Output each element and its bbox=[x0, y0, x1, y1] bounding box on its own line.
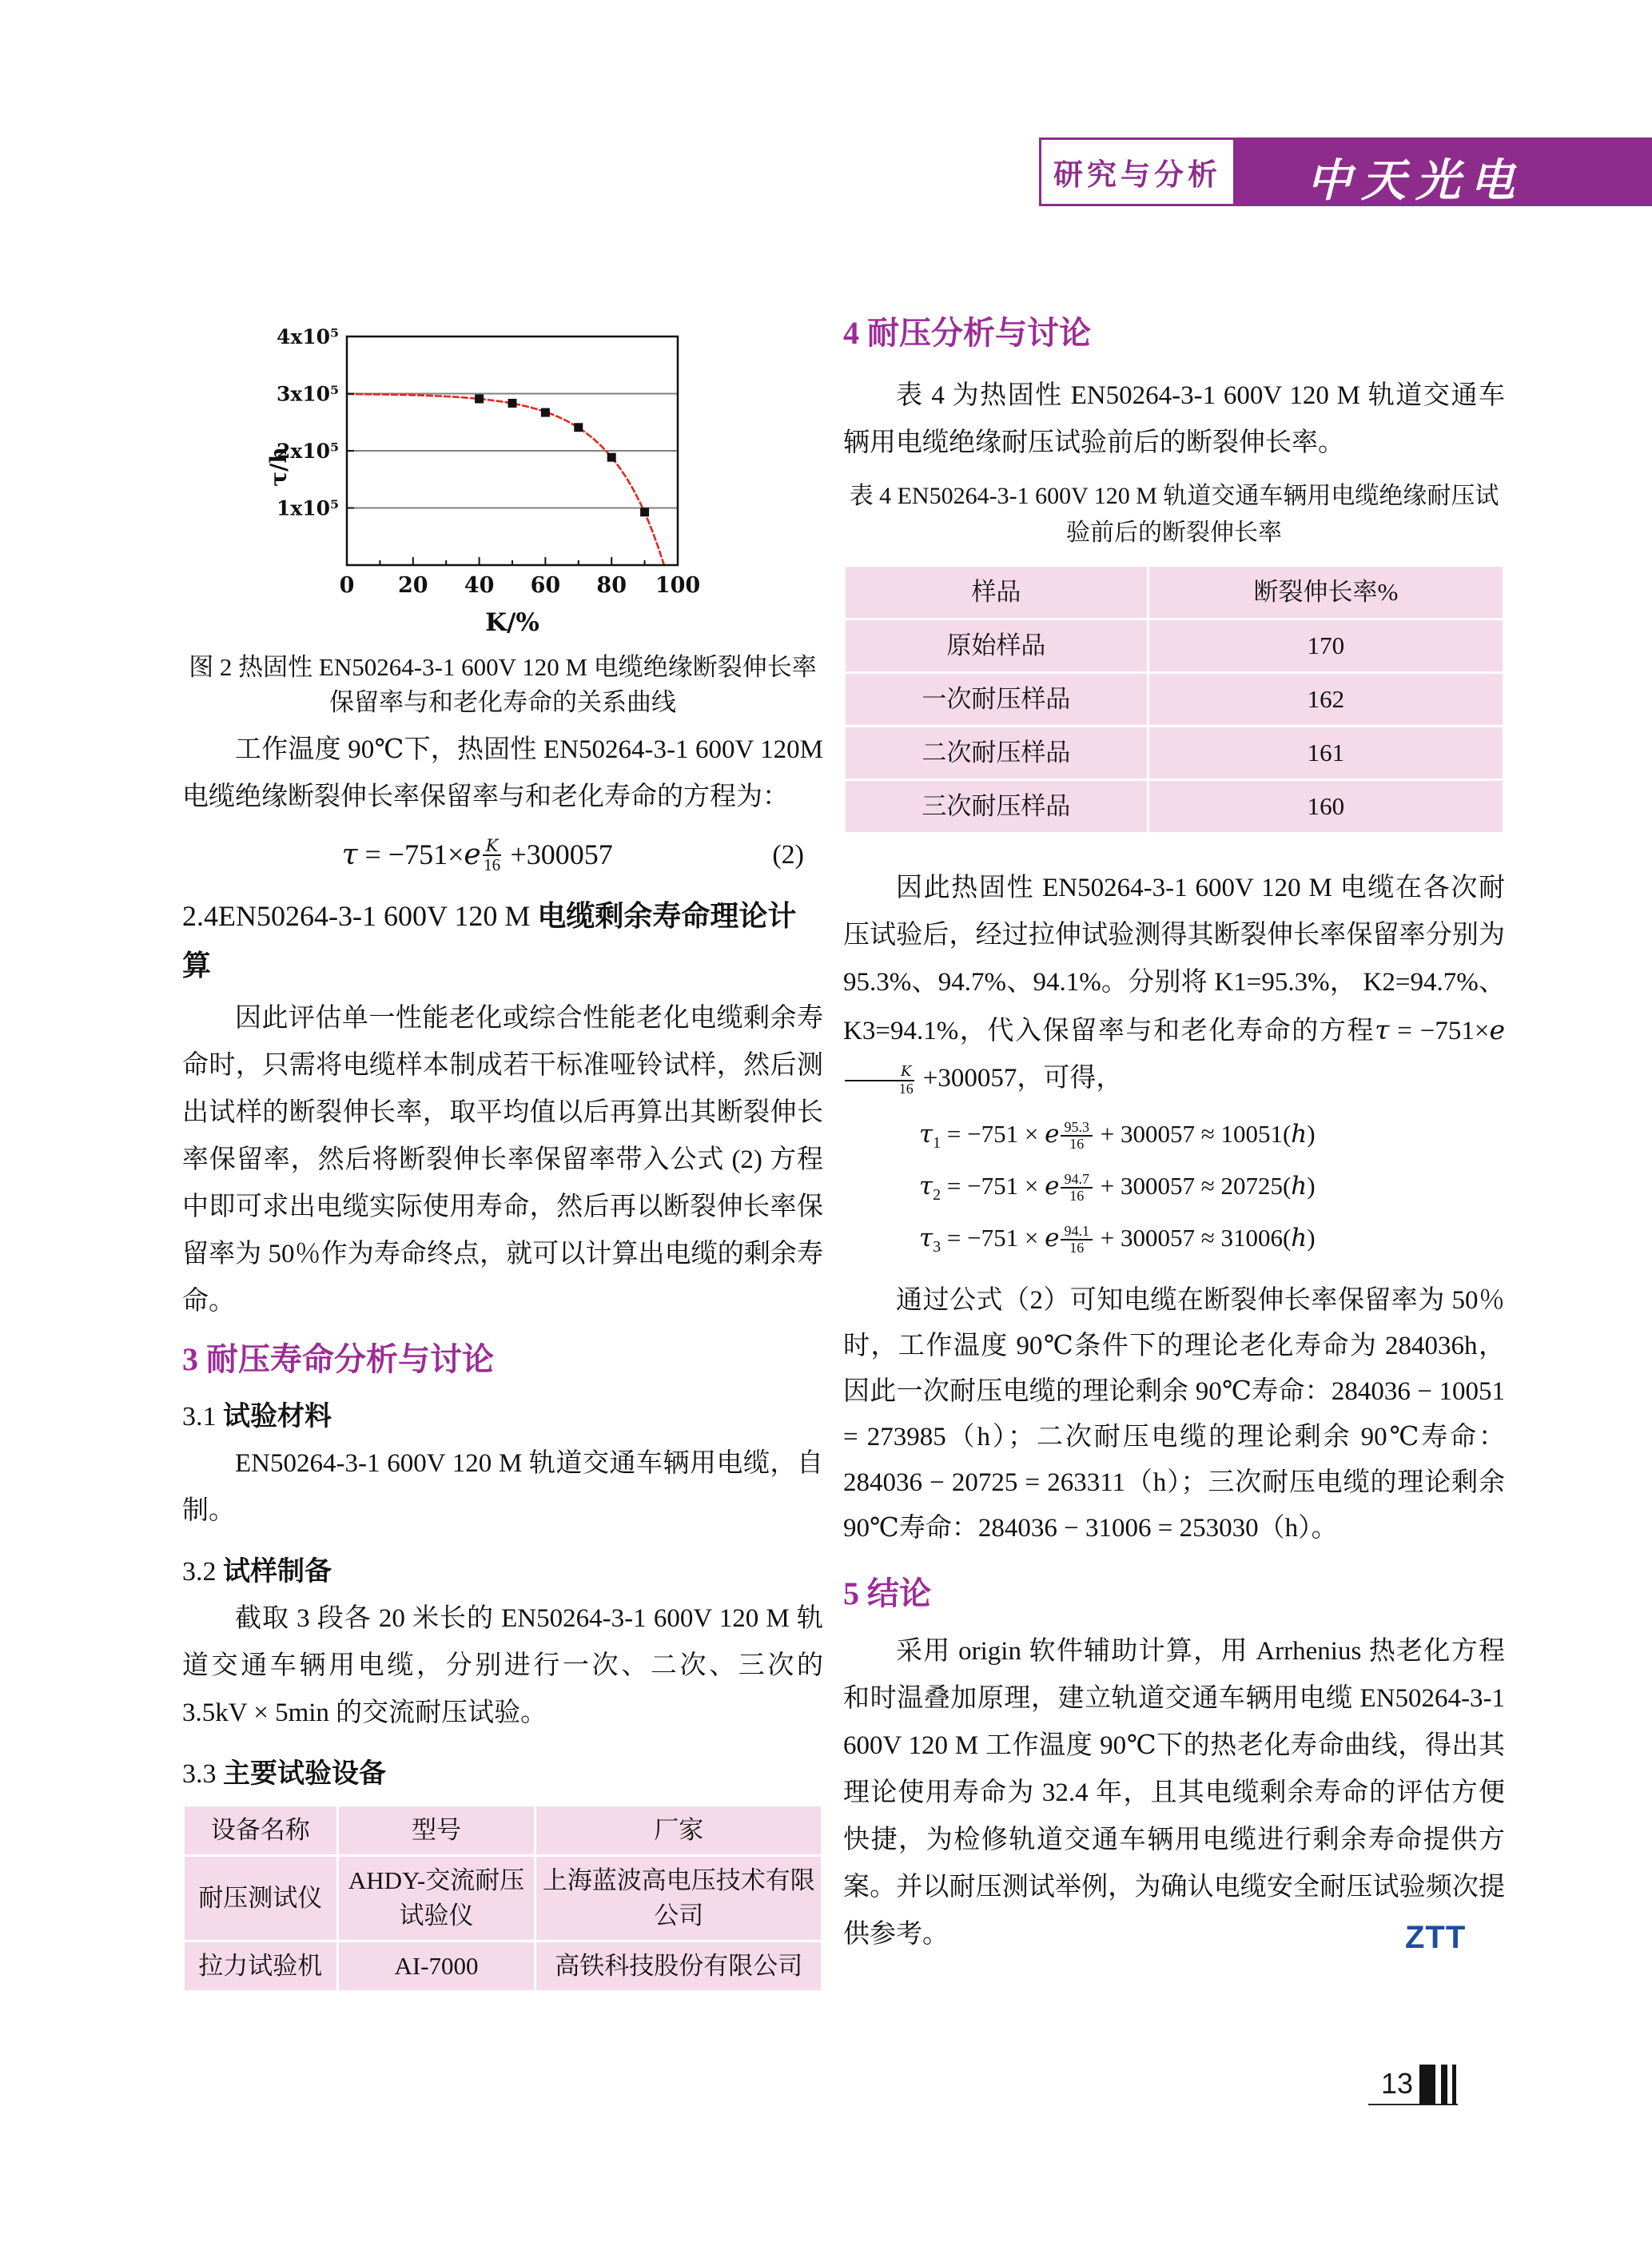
svg-text:20: 20 bbox=[398, 573, 428, 598]
header-bar bbox=[1039, 137, 1652, 206]
footer-bar-icon bbox=[1452, 2065, 1456, 2105]
svg-text:τ/h: τ/h bbox=[265, 447, 292, 487]
paragraph-material: EN50264-3-1 600V 120 M 轨道交通车辆用电缆，自制。 bbox=[182, 1449, 823, 1525]
brand-logo: 中天光电 bbox=[1307, 154, 1524, 207]
table-cell: 170 bbox=[1149, 620, 1503, 671]
table-cell: AHDY-交流耐压试验仪 bbox=[339, 1857, 535, 1940]
paragraph-table4-intro: 表 4 为热固性 EN50264-3-1 600V 120 M 轨道交通车辆用电缆绝缘耐压试验前后的断裂伸长率。 bbox=[843, 381, 1505, 457]
column-header: 断裂伸长率% bbox=[1149, 567, 1503, 618]
table-row bbox=[846, 620, 1503, 671]
ztt-logo: ZTT bbox=[1405, 1920, 1467, 1955]
heading-3-2: 3.2 试样制备 bbox=[182, 1557, 332, 1587]
table-cell: 耐压测试仪 bbox=[185, 1857, 336, 1940]
figure2 bbox=[262, 324, 710, 643]
exponent-fraction: $\frac{94.1}{16}$ bbox=[1061, 1224, 1093, 1256]
section-badge bbox=[1039, 137, 1236, 206]
heading-3-1: 3.1 试验材料 bbox=[182, 1402, 332, 1432]
table-row bbox=[185, 1942, 821, 1990]
column-header: 设备名称 bbox=[185, 1806, 336, 1854]
paragraph-intro: 工作温度 90℃下，热固性 EN50264-3-1 600V 120M 电缆绝缘断裂伸长率保留率与和老化寿命的方程为： bbox=[182, 735, 823, 811]
equation-2 bbox=[182, 829, 823, 880]
exponent-fraction: $\frac{94.7}{16}$ bbox=[1061, 1172, 1093, 1204]
equation-tau1: $\tau_1 = -751 \times e$ $\frac{95.3}{16}$ + 300057 ≈ 10051(h) bbox=[919, 1119, 1316, 1153]
table-cell: 原始样品 bbox=[846, 620, 1147, 671]
table-cell: 拉力试验机 bbox=[185, 1942, 336, 1990]
page-number: 13 bbox=[1381, 2067, 1414, 2100]
column-header: 厂家 bbox=[536, 1806, 821, 1854]
page-footer bbox=[1368, 2061, 1458, 2105]
figure2-chart bbox=[262, 324, 710, 643]
section-badge-label: 研究与分析 bbox=[1053, 158, 1221, 191]
table-cell: 二次耐压样品 bbox=[846, 727, 1147, 779]
heading-5: 5 结论 bbox=[843, 1575, 931, 1611]
svg-text:40: 40 bbox=[464, 573, 495, 598]
table4 bbox=[843, 564, 1505, 834]
svg-text:4x10⁵: 4x10⁵ bbox=[276, 325, 339, 348]
right-column bbox=[843, 313, 1505, 1958]
table-row bbox=[846, 727, 1503, 779]
table-cell: 三次耐压样品 bbox=[846, 781, 1147, 832]
table-row bbox=[846, 781, 1503, 832]
equipment-table bbox=[182, 1804, 823, 1993]
table-row bbox=[185, 1857, 821, 1940]
equation-2-body: τ = −751×e $\frac{K}{16}$ +300057 bbox=[341, 835, 613, 874]
table-cell: 160 bbox=[1149, 781, 1503, 832]
svg-text:2x10⁵: 2x10⁵ bbox=[276, 440, 339, 463]
heading-4: 4 耐压分析与讨论 bbox=[843, 315, 1091, 351]
figure2-caption: 图 2 热固性 EN50264-3-1 600V 120 M 电缆绝缘断裂伸长率保留率与和老化寿命的关系曲线 bbox=[189, 653, 817, 716]
table4-header-row bbox=[846, 567, 1503, 618]
table-cell: 上海蓝波高电压技术有限公司 bbox=[536, 1857, 821, 1940]
svg-text:1x10⁵: 1x10⁵ bbox=[276, 496, 339, 520]
table-row bbox=[846, 674, 1503, 725]
column-header: 型号 bbox=[339, 1806, 535, 1854]
equipment-table-header-row bbox=[185, 1806, 821, 1854]
table-cell: 161 bbox=[1149, 727, 1503, 779]
paragraph-prep: 截取 3 段各 20 米长的 EN50264-3-1 600V 120 M 轨道交通车辆用电缆，分别进行一次、二次、三次的 3.5kV × 5min 的交流耐压试验。 bbox=[182, 1604, 823, 1727]
equation-tau2: $\tau_2 = -751 \times e$ $\frac{94.7}{16}$ + 300057 ≈ 20725(h) bbox=[919, 1171, 1316, 1205]
svg-text:100: 100 bbox=[655, 573, 701, 598]
svg-text:K/%: K/% bbox=[485, 608, 539, 637]
paragraph-conclusion: 采用 origin 软件辅助计算，用 Arrhenius 热老化方程和时温叠加原理，建立轨道交通车辆用电缆 EN50264-3-1 600V 120 M 工作温度 90℃下的热老化寿命曲线，得出其理论使用寿命为 32.4 年，且其电缆剩余寿命的评估方便快捷，为检修轨道交通车辆用电缆进行剩余寿命提供方案。并以耐压测试举例，为确认电缆安全耐压试验频次提供参考。 bbox=[843, 1636, 1505, 1949]
heading-3: 3 耐压寿命分析与讨论 bbox=[182, 1341, 494, 1377]
heading-3-3: 3.3 主要试验设备 bbox=[182, 1759, 386, 1789]
equation-tau3: $\tau_3 = -751 \times e$ $\frac{94.1}{16}$ + 300057 ≈ 31006(h) bbox=[919, 1223, 1316, 1256]
column-header: 样品 bbox=[846, 567, 1147, 618]
svg-text:0: 0 bbox=[339, 573, 355, 598]
paragraph-analysis: 因此热固性 EN50264-3-1 600V 120 M 电缆在各次耐压试验后，经过拉伸试验测得其断裂伸长率保留率分别为 95.3%、94.7%、94.1%。分别将 K1=95.3%， K2=94.7%、K3=94.1%，代入保留率与和老化寿命的方程τ = −751×e $\frac{K}{16}$ +300057，可得， bbox=[843, 874, 1505, 1097]
left-column bbox=[182, 324, 823, 1993]
tau-equations bbox=[843, 1113, 1505, 1268]
svg-text:80: 80 bbox=[596, 573, 627, 598]
footer-bar-icon bbox=[1441, 2065, 1447, 2105]
equation-number: (2) bbox=[772, 839, 804, 870]
heading-2-4: 2.4EN50264-3-1 600V 120 M 电缆剩余寿命理论计算 bbox=[182, 900, 797, 982]
table-cell: 一次耐压样品 bbox=[846, 674, 1147, 725]
table-cell: 162 bbox=[1149, 674, 1503, 725]
table-cell: 高铁科技股份有限公司 bbox=[536, 1942, 821, 1990]
exponent-fraction: $\frac{95.3}{16}$ bbox=[1061, 1120, 1093, 1152]
table4-caption: 表 4 EN50264-3-1 600V 120 M 轨道交通车辆用电缆绝缘耐压试验前后的断裂伸长率 bbox=[849, 483, 1499, 546]
exponent-fraction: $\frac{K}{16}$ bbox=[845, 1065, 914, 1097]
footer-bar-icon bbox=[1419, 2065, 1435, 2105]
table-cell: AI-7000 bbox=[339, 1942, 535, 1990]
paragraph-life: 通过公式（2）可知电缆在断裂伸长率保留率为 50％时，工作温度 90℃条件下的理论老化寿命为 284036h，因此一次耐压电缆的理论剩余 90℃寿命：284036 − 10051 = 273985（h）；二次耐压电缆的理论剩余 90℃寿命：284036 − 20725 = 263311（h）；三次耐压电缆的理论剩余 90℃寿命：284036 − 31006 = 253030（h）。 bbox=[843, 1285, 1505, 1543]
svg-text:3x10⁵: 3x10⁵ bbox=[276, 382, 339, 406]
svg-text:60: 60 bbox=[530, 573, 561, 598]
exponent-fraction: $\frac{K}{16}$ bbox=[484, 835, 501, 874]
paragraph-method: 因此评估单一性能老化或综合性能老化电缆剩余寿命时，只需将电缆样本制成若干标准哑铃试样，然后测出试样的断裂伸长率，取平均值以后再算出其断裂伸长率保留率，然后将断裂伸长率保留率带入公式 (2) 方程中即可求出电缆实际使用寿命，然后再以断裂伸长率保留率为 50％作为寿命终点，就可以计算出电缆的剩余寿命。 bbox=[182, 1004, 823, 1316]
